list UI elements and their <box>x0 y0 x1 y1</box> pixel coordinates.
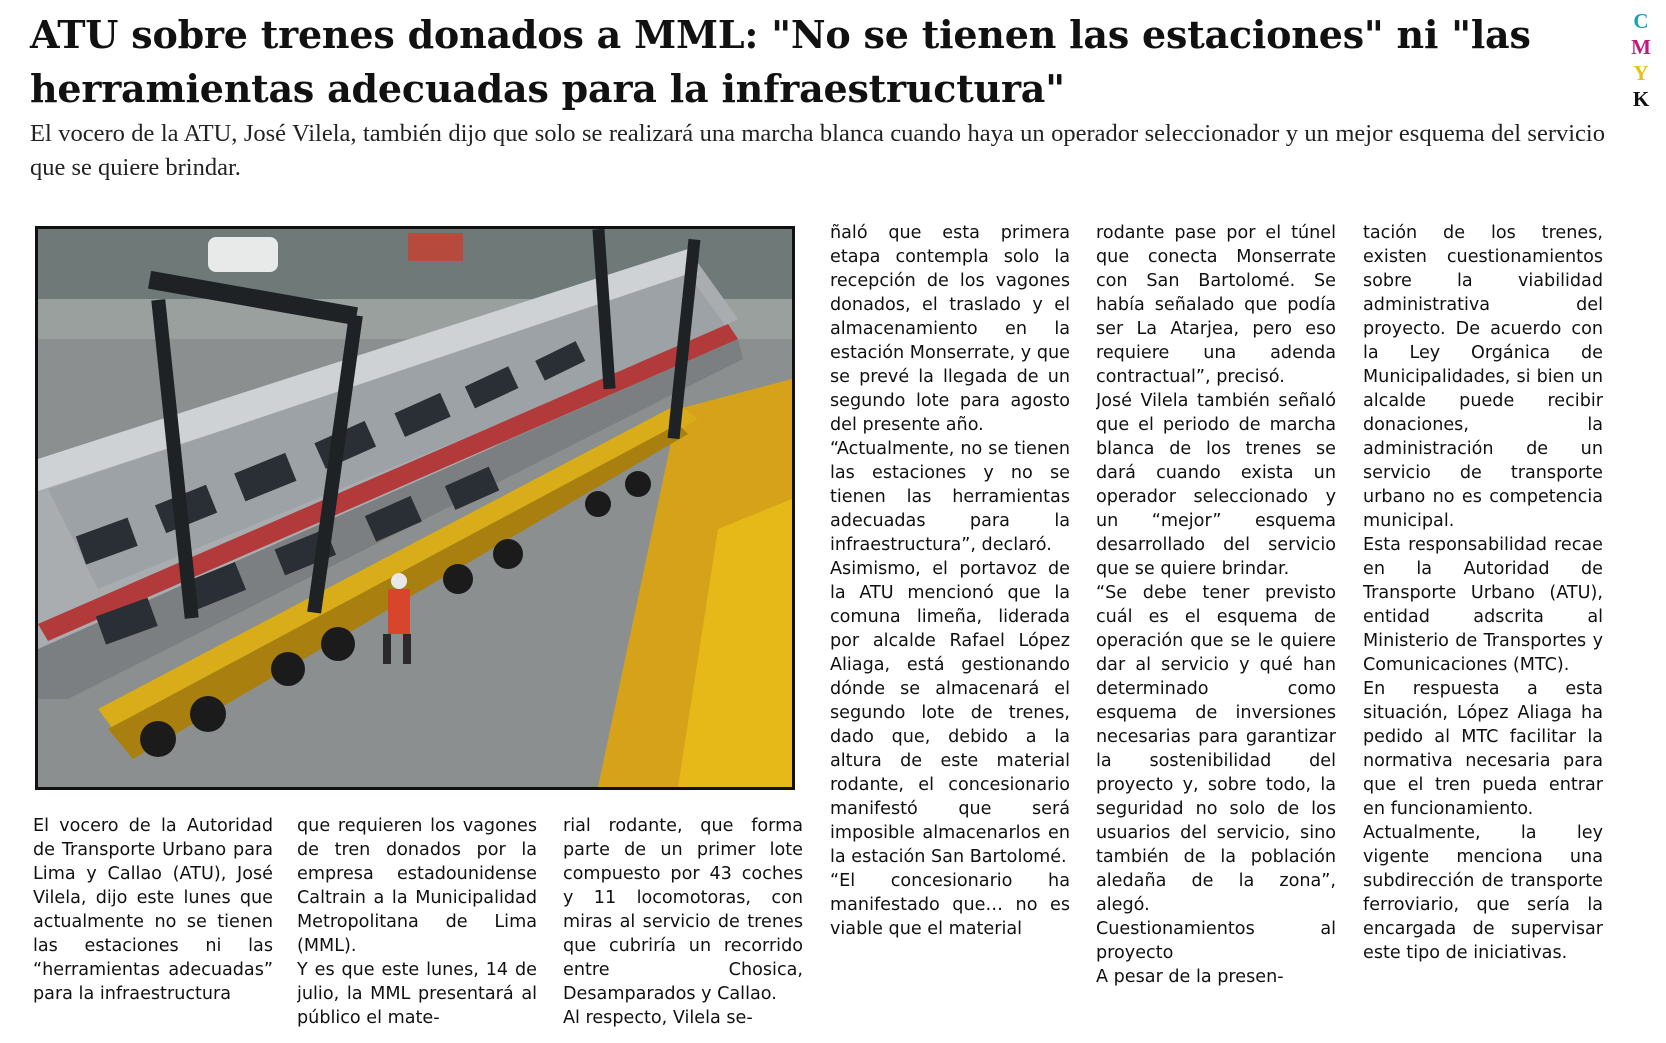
paragraph: Esta responsabilidad recae en la Autoridad de Transporte Urbano (ATU), entidad adscrita al Ministerio de Transportes y Comunicaciones (MTC). <box>1363 535 1603 675</box>
subheading: Cuestionamientos al proyecto <box>1096 919 1336 963</box>
article-column-3 <box>563 814 803 1039</box>
paragraph: “Actualmente, no se tienen las estaciones y no se tienen las herramientas adecuadas para la infraestructura”, declaró. <box>830 439 1070 555</box>
cmyk-mark-k: K <box>1632 87 1650 111</box>
cmyk-registration-marks <box>1626 8 1656 112</box>
article-column-4 <box>830 221 1070 1039</box>
paragraph: ñaló que esta primera etapa contempla solo la recepción de los vagones donados, el traslado y el almacenamiento en la estación Monserrate, y que se prevé la llegada de un segundo lote para agosto del presente año. <box>830 223 1070 435</box>
paragraph: Actualmente, la ley vigente menciona una subdirección de transporte ferroviario, que sería la encargada de supervisar este tipo de iniciativas. <box>1363 823 1603 963</box>
article-column-1 <box>33 814 273 1039</box>
cmyk-mark-c: C <box>1633 9 1649 33</box>
paragraph: “Se debe tener previsto cuál es el esquema de operación que se le quiere dar al servicio y qué han determinado como esquema de inversiones necesarias para garantizar la sostenibilidad del proyecto y, sobre todo, la seguridad no solo de los usuarios del servicio, sino también de la población aledaña de la zona”, alegó. <box>1096 583 1336 915</box>
paragraph: Y es que este lunes, 14 de julio, la MML presentará al público el mate- <box>297 960 537 1028</box>
paragraph: rodante pase por el túnel que conecta Monserrate con San Bartolomé. Se había señalado que podía ser La Atarjea, pero eso requiere una adenda contractual”, precisó. <box>1096 223 1336 387</box>
paragraph: tación de los trenes, existen cuestionamientos sobre la viabilidad administrativa del proyecto. De acuerdo con la Ley Orgánica de Municipalidades, si bien un alcalde puede recibir donaciones, la administración de un servicio de transporte urbano no es competencia municipal. <box>1363 223 1603 531</box>
paragraph: Asimismo, el portavoz de la ATU mencionó que la comuna limeña, liderada por alcalde Rafael López Aliaga, está gestionando dónde se almacenará el segundo lote de trenes, dado que, debido a la altura de este material rodante, el concesionario manifestó que será imposible almacenarlos en la estación San Bartolomé. <box>830 559 1070 867</box>
article-deck: El vocero de la ATU, José Vilela, también dijo que solo se realizará una marcha blanca cuando haya un operador seleccionador y un mejor esquema del servicio que se quiere brindar. <box>30 120 1605 181</box>
paragraph: “El concesionario ha manifestado que… no es viable que el material <box>830 871 1070 939</box>
paragraph: José Vilela también señaló que el periodo de marcha blanca de los trenes se dará cuando exista un operador seleccionado y un “mejor” esquema desarrollado del servicio que se quiere brindar. <box>1096 391 1336 579</box>
cmyk-mark-y: Y <box>1633 61 1649 85</box>
article-column-2 <box>297 814 537 1039</box>
train-photo-illustration <box>38 229 792 787</box>
article-headline: ATU sobre trenes donados a MML: "No se tienen las estaciones" ni "las herramientas adecuadas para la infraestructura" <box>30 12 1531 111</box>
paragraph: A pesar de la presen- <box>1096 967 1284 987</box>
paragraph: El vocero de la Autoridad de Transporte Urbano para Lima y Callao (ATU), José Vilela, dijo este lunes que actualmente no se tienen las estaciones ni las “herramientas adecuadas” para la infraestructura <box>33 816 273 1004</box>
train-photo <box>35 226 795 790</box>
paragraph: Al respecto, Vilela se- <box>563 1008 753 1028</box>
article-column-6 <box>1363 221 1603 1039</box>
paragraph: En respuesta a esta situación, López Aliaga ha pedido al MTC facilitar la normativa necesaria para que el tren pueda entrar en funcionamiento. <box>1363 679 1603 819</box>
paragraph: que requieren los vagones de tren donados por la empresa estadounidense Caltrain a la Municipalidad Metropolitana de Lima (MML). <box>297 816 537 956</box>
cmyk-mark-m: M <box>1631 35 1651 59</box>
paragraph: rial rodante, que forma parte de un primer lote compuesto por 43 coches y 11 locomotoras, con miras al servicio de trenes que cubriría un recorrido entre Chosica, Desamparados y Callao. <box>563 816 803 1004</box>
article-column-5 <box>1096 221 1336 1039</box>
